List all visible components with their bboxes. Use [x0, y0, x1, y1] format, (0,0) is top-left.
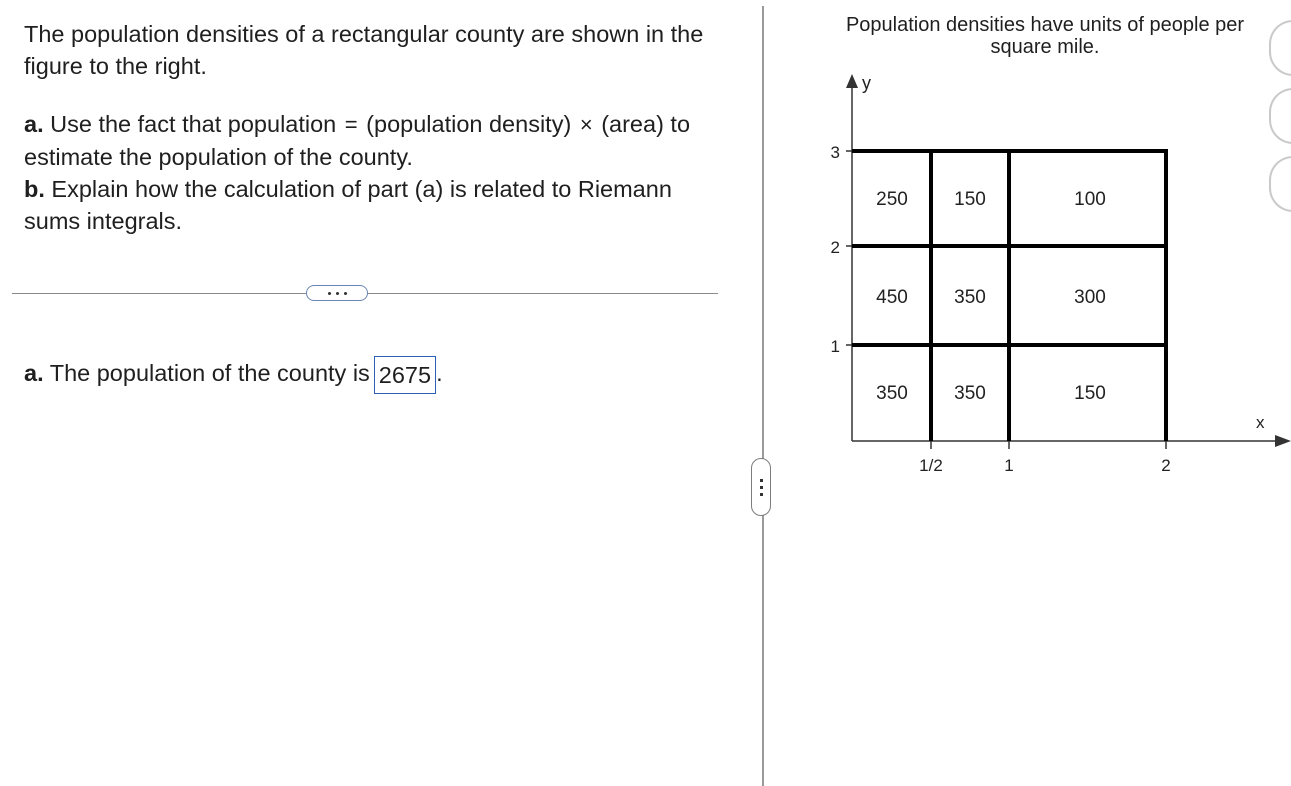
answer-text: The population of the county is [49, 360, 370, 386]
density-values [876, 189, 1106, 404]
part-a-text-1: Use the fact that population [50, 111, 337, 137]
cell-value: 450 [876, 287, 908, 308]
equals-symbol: = [344, 112, 358, 137]
cell-value: 150 [954, 189, 986, 210]
part-a-text-2: (population density) [366, 111, 572, 137]
answer-line [24, 355, 443, 394]
problem-statement [24, 18, 724, 237]
answer-part-label: a. [24, 360, 44, 386]
answer-period: . [436, 360, 443, 386]
problem-intro: The population densities of a rectangular county are shown in the figure to the right. [24, 21, 704, 79]
times-symbol: × [579, 112, 593, 137]
y-tick-3: 3 [830, 143, 840, 162]
part-b-text [24, 173, 724, 237]
part-a-label: a. [24, 111, 44, 137]
cell-value: 250 [876, 189, 908, 210]
y-axis-arrow-icon [846, 74, 858, 88]
part-b-label: b. [24, 176, 45, 202]
y-tick-1: 1 [830, 337, 840, 356]
cell-value: 100 [1074, 189, 1106, 210]
cell-value: 300 [1074, 287, 1106, 308]
pane-resize-handle[interactable] [751, 458, 771, 516]
answer-input[interactable]: 2675 [374, 356, 436, 394]
ellipsis-icon [328, 292, 331, 295]
show-more-button[interactable] [306, 285, 368, 301]
density-grid-figure [770, 0, 1291, 786]
figure-caption: Population densities have units of people per square mile. [845, 14, 1245, 58]
cell-value: 350 [876, 383, 908, 404]
x-axis-arrow-icon [1275, 435, 1291, 447]
x-axis-label: x [1256, 413, 1265, 432]
cell-value: 150 [1074, 383, 1106, 404]
x-tick-1: 1 [1004, 456, 1014, 475]
part-a-text-3: (area) to estimate the population of the county. [24, 111, 691, 170]
x-tick-2: 2 [1161, 456, 1171, 475]
y-axis-label: y [862, 73, 871, 93]
x-tick-half: 1/2 [919, 456, 943, 475]
cell-value: 350 [954, 383, 986, 404]
part-a-text [24, 108, 724, 173]
figure-pane [770, 0, 1291, 786]
y-tick-2: 2 [830, 238, 840, 257]
cell-value: 350 [954, 287, 986, 308]
part-b-body: Explain how the calculation of part (a) is related to Riemann sums integrals. [24, 176, 672, 234]
vertical-ellipsis-icon [760, 479, 763, 482]
pane-divider [762, 6, 764, 786]
